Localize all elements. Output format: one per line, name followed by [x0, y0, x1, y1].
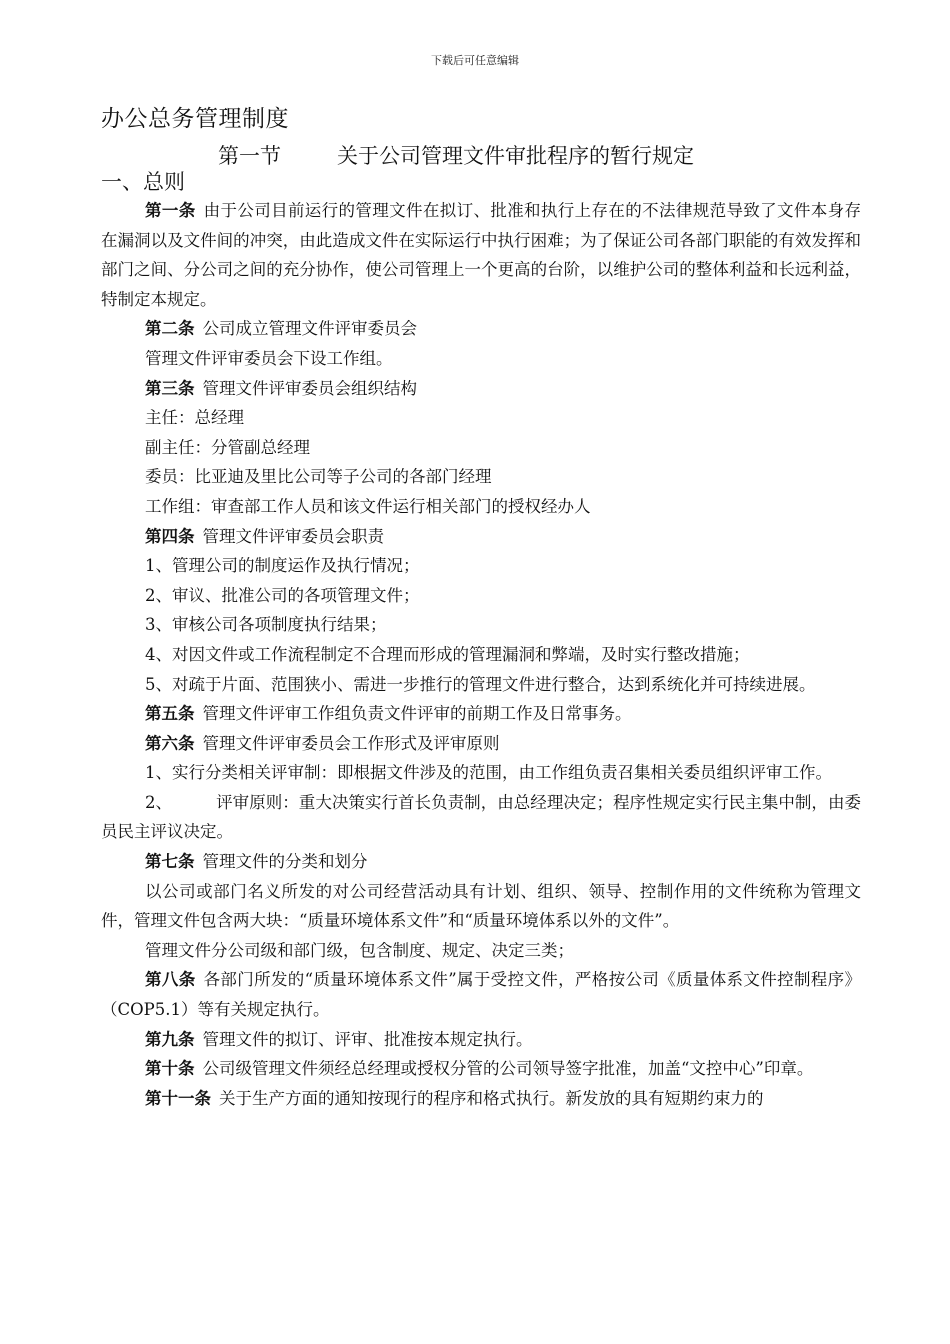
article-label: 第二条	[145, 319, 195, 339]
paragraph-text: 3、审核公司各项制度执行结果；	[145, 615, 387, 635]
paragraph-article-1	[101, 196, 861, 314]
paragraph-text: 关于生产方面的通知按现行的程序和格式执行。新发放的具有短期约束力的	[219, 1088, 764, 1108]
article-label: 第六条	[145, 733, 195, 753]
paragraph-article-5	[101, 699, 861, 729]
paragraph	[101, 492, 861, 522]
paragraph	[101, 462, 861, 492]
chapter-heading: 一、总则	[101, 170, 185, 194]
paragraph-text: 由于公司目前运行的管理文件在拟订、批准和执行上存在的不法律规范导致了文件本身存在漏洞以及文件间的冲突，由此造成文件在实际运行中执行困难；为了保证公司各部门职能的有效发挥和部门之间、分公司之间的充分协作，使公司管理上一个更高的台阶，以维护公司的整体利益和长远利益，特制定本规定。	[101, 201, 862, 309]
paragraph-text: 委员：比亚迪及里比公司等子公司的各部门经理	[145, 467, 492, 487]
paragraph-article-2	[101, 314, 861, 344]
paragraph-text: 评审原则：重大决策实行首长负责制，由总经理决定；程序性规定实行民主集中制，由委员民主评议决定。	[101, 792, 862, 842]
paragraph	[101, 610, 861, 640]
paragraph-text: 主任：总经理	[145, 408, 244, 428]
article-label: 第九条	[145, 1029, 195, 1049]
section-number: 第一节	[218, 144, 281, 168]
paragraph-text: 管理文件评审委员会职责	[202, 526, 384, 546]
document-body	[101, 196, 861, 1113]
article-label: 第一条	[145, 201, 196, 220]
paragraph-text: 公司级管理文件须经总经理或授权分管的公司领导签字批准，加盖“文控中心”印章。	[202, 1059, 814, 1079]
paragraph	[101, 344, 861, 374]
paragraph-text: 工作组：审查部工作人员和该文件运行相关部门的授权经办人	[145, 496, 591, 516]
section-title	[218, 140, 694, 170]
paragraph-text: 以公司或部门名义所发的对公司经营活动具有计划、组织、领导、控制作用的文件统称为管理文件，管理文件包含两大块：“质量环境体系文件”和“质量环境体系以外的文件”。	[101, 881, 861, 931]
paragraph	[101, 433, 861, 463]
paragraph	[101, 640, 861, 670]
paragraph	[101, 936, 861, 966]
paragraph-text: 管理文件评审委员会组织结构	[202, 378, 417, 398]
paragraph-article-9	[101, 1025, 861, 1055]
paragraph-text: 管理文件评审委员会下设工作组。	[145, 348, 393, 368]
paragraph	[101, 758, 861, 788]
paragraph-text: 2、审议、批准公司的各项管理文件；	[145, 585, 420, 605]
paragraph	[101, 403, 861, 433]
article-label: 第五条	[145, 704, 195, 724]
article-label: 第七条	[145, 852, 195, 872]
paragraph-text: 管理文件的拟订、评审、批准按本规定执行。	[202, 1029, 533, 1049]
paragraph-text: 管理文件评审委员会工作形式及评审原则	[202, 733, 500, 753]
paragraph-text: 管理文件的分类和划分	[202, 852, 368, 872]
paragraph-article-6	[101, 729, 861, 759]
paragraph	[101, 581, 861, 611]
paragraph-article-8	[101, 965, 861, 1024]
paragraph-article-10	[101, 1054, 861, 1084]
paragraph	[101, 788, 861, 847]
paragraph-article-4	[101, 522, 861, 552]
paragraph-prefix: 2、	[145, 792, 173, 812]
paragraph-text: 1、实行分类相关评审制：即根据文件涉及的范围，由工作组负责召集相关委员组织评审工作。	[145, 763, 832, 783]
section-title-text: 关于公司管理文件审批程序的暂行规定	[337, 144, 694, 168]
paragraph-article-11	[101, 1084, 861, 1114]
article-label: 第十条	[145, 1059, 195, 1079]
paragraph-text: 公司成立管理文件评审委员会	[202, 319, 417, 339]
paragraph-text: 4、对因文件或工作流程制定不合理而形成的管理漏洞和弊端，及时实行整改措施；	[145, 644, 750, 664]
header-note: 下载后可任意编辑	[431, 54, 519, 67]
paragraph-text: 管理文件分公司级和部门级，包含制度、规定、决定三类；	[145, 940, 574, 960]
paragraph	[101, 670, 861, 700]
paragraph-text: 1、管理公司的制度运作及执行情况；	[145, 556, 420, 576]
paragraph-article-7	[101, 847, 861, 877]
paragraph	[101, 551, 861, 581]
paragraph-text: 管理文件评审工作组负责文件评审的前期工作及日常事务。	[202, 704, 632, 724]
article-label: 第三条	[145, 378, 195, 398]
paragraph-text: 副主任：分管副总经理	[145, 437, 310, 457]
paragraph-text: 各部门所发的“质量环境体系文件”属于受控文件，严格按公司《质量体系文件控制程序》（COP5.1）等有关规定执行。	[101, 970, 861, 1020]
paragraph-text: 5、对疏于片面、范围狭小、需进一步推行的管理文件进行整合，达到系统化并可持续进展。	[145, 674, 816, 694]
article-label: 第八条	[145, 970, 196, 990]
document-title: 办公总务管理制度	[101, 106, 289, 132]
paragraph	[101, 877, 861, 936]
article-label: 第四条	[145, 526, 195, 546]
article-label: 第十一条	[145, 1088, 211, 1108]
paragraph-article-3	[101, 374, 861, 404]
